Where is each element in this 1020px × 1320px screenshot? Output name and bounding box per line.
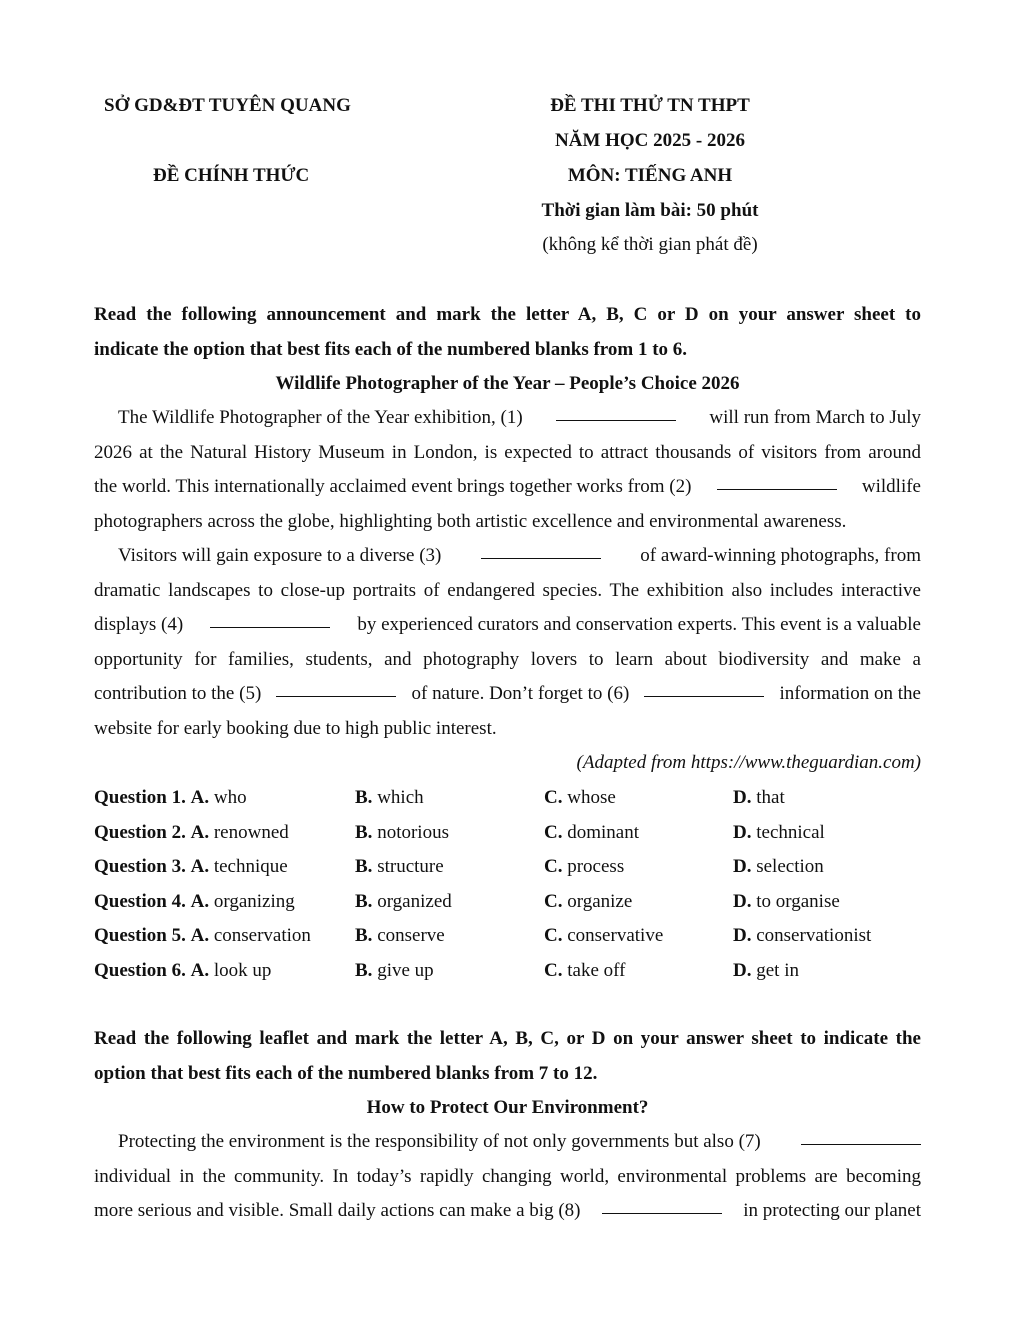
passage-text: displays (4) <box>94 614 184 635</box>
question-label <box>94 924 311 948</box>
option-text: dominant <box>567 822 640 843</box>
question-number: Question 2. <box>94 822 186 843</box>
option-d[interactable] <box>733 924 871 948</box>
option-d[interactable] <box>733 786 785 810</box>
option-text: which <box>377 787 424 808</box>
option-text: organize <box>567 891 633 912</box>
option-letter-a: A. <box>190 960 210 981</box>
option-text: that <box>756 787 785 808</box>
option-letter-d: D. <box>733 822 752 843</box>
option-text: technical <box>756 822 825 843</box>
passage-text: of award-winning photographs, from <box>640 545 921 566</box>
option-text: give up <box>377 960 434 981</box>
option-text: to organise <box>756 891 840 912</box>
option-text: selection <box>756 856 824 877</box>
option-letter-c: C. <box>544 787 563 808</box>
passage-text: The Wildlife Photographer of the Year exhibition, (1) <box>118 407 523 428</box>
option-a[interactable]: conservation <box>213 925 311 946</box>
passage2-line1 <box>94 544 921 568</box>
option-c[interactable] <box>544 890 632 914</box>
passage-text: will run from March to July <box>709 407 921 428</box>
option-text: conserve <box>377 925 445 946</box>
blank-1 <box>556 406 676 421</box>
passage-text: Visitors will gain exposure to a diverse (3) <box>118 545 442 566</box>
option-letter-a: A. <box>190 787 210 808</box>
header-official: ĐỀ CHÍNH THỨC <box>153 165 310 186</box>
option-a[interactable]: look up <box>213 960 272 981</box>
question-number: Question 3. <box>94 856 186 877</box>
option-b[interactable] <box>355 959 434 983</box>
question-label <box>94 786 247 810</box>
passage1-line4: photographers across the globe, highlighting both artistic excellence and environmental awareness. <box>94 511 847 532</box>
option-c[interactable] <box>544 821 639 845</box>
option-a[interactable]: renowned <box>213 822 289 843</box>
passage2-line4: opportunity for families, students, and photography lovers to learn about biodiversity and make a <box>94 649 921 670</box>
exam-time: Thời gian làm bài: 50 phút <box>541 200 759 221</box>
option-letter-c: C. <box>544 822 563 843</box>
passage2-line6: website for early booking due to high public interest. <box>94 718 497 739</box>
option-a[interactable]: who <box>213 787 247 808</box>
option-b[interactable] <box>355 821 449 845</box>
option-b[interactable] <box>355 924 445 948</box>
passage-text: more serious and visible. Small daily actions can make a big (8) <box>94 1200 581 1221</box>
option-letter-d: D. <box>733 787 752 808</box>
question-number: Question 6. <box>94 960 186 981</box>
option-letter-d: D. <box>733 960 752 981</box>
blank-6 <box>644 682 764 697</box>
source-citation: (Adapted from https://www.theguardian.com) <box>576 752 921 773</box>
blank-2 <box>717 475 837 490</box>
option-text: conservationist <box>756 925 872 946</box>
option-letter-b: B. <box>355 891 373 912</box>
question-label <box>94 821 289 845</box>
question-label <box>94 959 271 983</box>
passage-text: in protecting our planet <box>743 1200 921 1221</box>
exam-time-note: (không kể thời gian phát đề) <box>542 234 758 255</box>
option-letter-a: A. <box>190 822 210 843</box>
option-text: take off <box>567 960 626 981</box>
option-letter-b: B. <box>355 856 373 877</box>
option-letter-d: D. <box>733 925 752 946</box>
option-letter-c: C. <box>544 856 563 877</box>
option-d[interactable] <box>733 821 825 845</box>
option-c[interactable] <box>544 855 624 879</box>
question-label <box>94 855 288 879</box>
question-number: Question 5. <box>94 925 186 946</box>
passage1-line3 <box>94 475 921 499</box>
option-text: whose <box>567 787 616 808</box>
section2-instruction-line1: Read the following leaflet and mark the letter A, B, C, or D on your answer sheet to indicate the <box>94 1028 921 1049</box>
passage2-line2: dramatic landscapes to close-up portraits of endangered species. The exhibition also includes interactive <box>94 580 921 601</box>
passage-text: of nature. Don’t forget to (6) <box>411 683 630 704</box>
section1-title: Wildlife Photographer of the Year – People’s Choice 2026 <box>275 373 740 394</box>
option-d[interactable] <box>733 890 840 914</box>
option-b[interactable] <box>355 855 444 879</box>
passage1-line1 <box>94 406 921 430</box>
option-letter-c: C. <box>544 960 563 981</box>
option-letter-c: C. <box>544 925 563 946</box>
passage-text: Protecting the environment is the responsibility of not only governments but also (7) <box>118 1131 761 1152</box>
section2-instruction-line2: option that best fits each of the numbered blanks from 7 to 12. <box>94 1063 598 1084</box>
blank-7 <box>801 1130 921 1145</box>
exam-year: NĂM HỌC 2025 - 2026 <box>555 130 745 151</box>
option-text: conservative <box>567 925 664 946</box>
passage-text: the world. This internationally acclaimed event brings together works from (2) <box>94 476 692 497</box>
option-b[interactable] <box>355 890 452 914</box>
option-letter-a: A. <box>190 925 210 946</box>
option-text: get in <box>756 960 799 981</box>
option-letter-b: B. <box>355 787 373 808</box>
passage2-line5 <box>94 682 921 706</box>
section2-title: How to Protect Our Environment? <box>366 1097 649 1118</box>
option-letter-d: D. <box>733 856 752 877</box>
passage3-line2: individual in the community. In today’s rapidly changing world, environmental problems are becoming <box>94 1166 921 1187</box>
passage3-line1 <box>94 1130 921 1154</box>
option-letter-d: D. <box>733 891 752 912</box>
option-letter-b: B. <box>355 925 373 946</box>
question-number: Question 1. <box>94 787 186 808</box>
option-c[interactable] <box>544 786 616 810</box>
passage-text: by experienced curators and conservation experts. This event is a valuable <box>357 614 921 635</box>
passage-text: contribution to the (5) <box>94 683 262 704</box>
section1-instruction-line1: Read the following announcement and mark the letter A, B, C or D on your answer sheet to <box>94 304 921 325</box>
option-a[interactable]: technique <box>213 856 288 877</box>
section1-instruction-line2: indicate the option that best fits each of the numbered blanks from 1 to 6. <box>94 339 688 360</box>
blank-8 <box>602 1199 722 1214</box>
blank-3 <box>481 544 601 559</box>
passage1-line2: 2026 at the Natural History Museum in London, is expected to attract thousands of visitors from around <box>94 442 921 463</box>
header-org: SỞ GD&ĐT TUYÊN QUANG <box>104 95 351 116</box>
blank-4 <box>210 613 330 628</box>
question-label <box>94 890 295 914</box>
option-text: organized <box>377 891 452 912</box>
option-text: notorious <box>377 822 449 843</box>
option-b[interactable] <box>355 786 424 810</box>
option-letter-b: B. <box>355 822 373 843</box>
passage-text: wildlife <box>861 476 921 497</box>
exam-title: ĐỀ THI THỬ TN THPT <box>550 95 750 116</box>
option-d[interactable] <box>733 855 824 879</box>
option-text: structure <box>377 856 444 877</box>
option-c[interactable] <box>544 959 625 983</box>
option-d[interactable] <box>733 959 799 983</box>
question-number: Question 4. <box>94 891 186 912</box>
passage2-line3 <box>94 613 921 637</box>
passage-text: information on the <box>779 683 921 704</box>
option-letter-b: B. <box>355 960 373 981</box>
blank-5 <box>276 682 396 697</box>
option-c[interactable] <box>544 924 663 948</box>
option-text: process <box>567 856 625 877</box>
option-letter-c: C. <box>544 891 563 912</box>
option-letter-a: A. <box>190 891 210 912</box>
option-a[interactable]: organizing <box>213 891 295 912</box>
option-letter-a: A. <box>190 856 210 877</box>
passage3-line3 <box>94 1199 921 1223</box>
exam-subject: MÔN: TIẾNG ANH <box>567 165 733 186</box>
